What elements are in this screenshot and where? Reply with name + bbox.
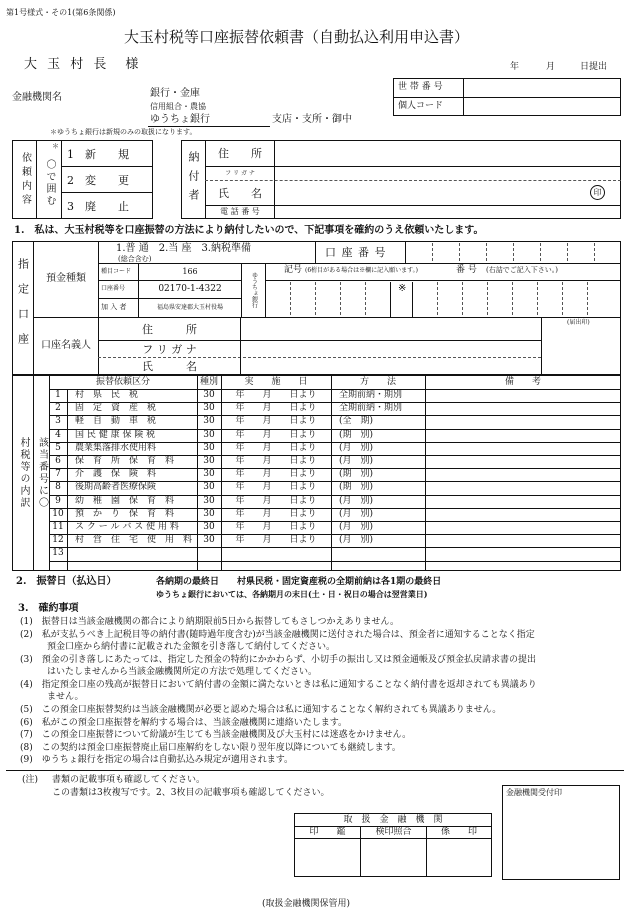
tax-row-date: 年 月 日より (235, 508, 317, 519)
tax-row-no[interactable]: 6 (55, 456, 61, 467)
notes-line1: 書類の記載事項も確認してください。 (52, 775, 206, 785)
tax-remark-field[interactable] (426, 443, 620, 454)
request-cancel[interactable]: 3 廃 止 (67, 200, 129, 213)
personal-code-field[interactable] (465, 98, 619, 115)
holder-name-field[interactable] (242, 358, 539, 374)
date-year-label: 年 (510, 62, 520, 72)
payer-furigana-label: フ リ ガ ナ (225, 169, 255, 177)
bank-check-label: 検印照合 (375, 827, 412, 837)
tax-row-date: 年 月 日より (235, 495, 317, 506)
notes-line2: この書類は3枚複写です。2、3枚目の記載事項も確認してください。 (52, 788, 330, 798)
tax-row-no[interactable]: 8 (55, 482, 61, 493)
tax-side-label: 村税等の内訳 (18, 437, 29, 509)
tax-row-no[interactable]: 9 (55, 495, 61, 506)
tax-row-name: ス ク ー ル バ ス 使 用 料 (75, 522, 179, 533)
receipt-stamp-label: 金融機関受付印 (506, 788, 562, 797)
seal-mark: 印 (590, 185, 605, 200)
household-number-field[interactable] (465, 79, 619, 96)
holder-name-label: 氏 名 (142, 360, 197, 373)
tax-row-no[interactable]: 2 (55, 403, 61, 414)
form-number: 第1号様式・その1(第6条関係) (6, 8, 116, 17)
bank-handling-title: 取 扱 金 融 機 関 (343, 814, 443, 825)
account-number-label: 口 座 番 号 (325, 246, 387, 259)
tax-row-code: 30 (203, 429, 215, 440)
tax-remark-field[interactable] (426, 496, 620, 507)
type-code-label: 種目コード (101, 268, 132, 275)
tax-row-no[interactable]: 13 (52, 548, 64, 559)
tax-row-date: 年 月 日より (235, 429, 317, 440)
tax-remark-field[interactable] (426, 509, 620, 520)
tax-row-method: 全期前納・期別 (339, 390, 403, 401)
kome-mark: ※ (398, 283, 407, 294)
account-no-value: 02170-1-4322 (158, 284, 222, 294)
tax-row-method: (期 別) (339, 482, 374, 493)
tax-row-code: 30 (203, 390, 215, 401)
tax-row-code: 30 (203, 403, 215, 414)
account-no-label: 口座番号 (101, 285, 126, 292)
deposit-note: (総合含む) (118, 255, 152, 263)
holder-furigana-label: フ リ ガ ナ (142, 342, 197, 356)
tax-row-method: (期 別) (339, 429, 374, 440)
personal-code-label: 個人コード (398, 101, 444, 111)
agreement-4b: ません。 (20, 692, 84, 702)
tax-header-cell: 備 考 (504, 376, 541, 387)
type-code-value: 166 (182, 267, 198, 276)
bank-type-2: 信用組合・農協 (150, 102, 206, 111)
holder-furigana-field[interactable] (242, 341, 539, 356)
register-seal-area[interactable] (542, 318, 620, 374)
payer-phone-field[interactable] (276, 206, 619, 218)
section2-text1: 各納期の最終日 村県民税・固定資産税の全期前納は各1期の最終日 (156, 577, 442, 587)
member-label: 加 入 者 (101, 303, 127, 311)
household-number-label: 世 帯 番 号 (398, 82, 443, 92)
tax-row-code (197, 547, 221, 560)
request-change[interactable]: 2 変 更 (67, 174, 129, 187)
yucho-note: ＊ゆうちょ銀行は新規のみの取扱になります。 (50, 128, 197, 136)
tax-row-name: 預 か り 保 育 料 (75, 508, 175, 519)
bank-check-area[interactable] (361, 839, 426, 876)
tax-row-code: 30 (203, 535, 215, 546)
notes-label: (注) (22, 775, 39, 785)
tax-header-cell: 振替依頼区分 (95, 376, 150, 387)
tax-grid (49, 375, 621, 571)
tax-row-date: 年 月 日より (235, 390, 317, 401)
bangou-label: 番 号 (456, 265, 477, 275)
section1-heading: 1. 私は、大玉村税等を口座振替の方法により納付したいので、下記事項を確約のうえ依頼いたします。 (14, 225, 484, 236)
tax-header-cell: 実 施 日 (244, 376, 308, 387)
tax-row-method: (月 別) (339, 495, 374, 506)
yucho-vertical-label: ゆうちょ銀行 (250, 272, 258, 308)
tax-row-date: 年 月 日より (235, 522, 317, 533)
tax-row-method: 全期前納・期別 (339, 403, 403, 414)
tax-row-date: 年 月 日より (235, 456, 317, 467)
tax-row-no[interactable]: 12 (52, 535, 64, 546)
payer-name-label: 氏 名 (218, 186, 262, 200)
payer-phone-label: 電 話 番 号 (220, 207, 260, 216)
agreement-1: (1) 振替日は当該金融機関の都合により納期限前5日から振替してもさしつかえありません。 (20, 617, 400, 627)
tax-row-method: (月 別) (339, 535, 374, 546)
register-seal-label: (届出印) (567, 319, 590, 326)
account-side-label: 指定口座 (16, 258, 30, 358)
tax-row-method: (月 別) (339, 442, 374, 453)
tax-row-name: 幼 稚 園 保 育 料 (75, 495, 175, 506)
tax-row-method: (期 別) (339, 469, 374, 480)
tax-row-no[interactable]: 3 (55, 416, 61, 427)
tax-row-code: 30 (203, 456, 215, 467)
holder-address-label: 住 所 (142, 322, 197, 336)
tax-row-date: 年 月 日より (235, 469, 317, 480)
payer-label: 納付者 (187, 151, 200, 208)
bank-clerk-label: 係 印 (440, 827, 477, 837)
agreement-2b: 預金口座から納付書に記載された金額を引き落して納付してください。 (20, 642, 336, 652)
tax-row-date: 年 月 日より (235, 535, 317, 546)
tax-row-method: (月 別) (339, 508, 374, 519)
agreement-3: (3) 預金の引き落しにあたっては、指定した預金の特約にかかわらず、小切手の振出し又は預金通帳及び預金払戻請求書の提出 (20, 655, 537, 665)
deposit-type-label: 預金種類 (46, 273, 86, 284)
tax-row-code: 30 (203, 469, 215, 480)
branch-types: 支店・支所・御中 (272, 114, 352, 125)
tax-row-name: 村 県 民 税 (75, 390, 139, 401)
bangou-note: (右詰でご記入下さい。) (486, 266, 558, 274)
section3-heading: 3. 確約事項 (18, 603, 79, 614)
account-number-field[interactable] (406, 242, 620, 262)
tax-row-no[interactable]: 10 (52, 508, 64, 519)
tax-row-date: 年 月 日より (235, 403, 317, 414)
tax-row-code: 30 (203, 416, 215, 427)
kigou-label: 記号 (284, 265, 303, 275)
yucho-kigou-field[interactable] (266, 281, 390, 316)
tax-row-name: 保 育 所 保 育 料 (75, 456, 175, 467)
tax-row-name: 農業集落排水使用料 (75, 442, 157, 453)
member-value: 福島県安達郡大玉村役場 (156, 304, 223, 311)
agreement-3b: はいたしませんから当該金融機関所定の方法で処理してください。 (20, 667, 318, 677)
addressee: 大 玉 村 長 様 (24, 57, 142, 72)
payer-address-label: 住 所 (218, 147, 262, 160)
tax-remark-field[interactable] (426, 469, 620, 480)
tax-row-code: 30 (203, 508, 215, 519)
agreement-4: (4) 指定預金口座の残高が振替日において納付書の金額に満たないときは私に通知することなく納付書を返却されても異議あり (20, 680, 537, 690)
holder-label: 口座名義人 (41, 340, 91, 351)
tax-row-name: 村 営 住 宅 使 用 料 (75, 535, 193, 546)
tax-row-code: 30 (203, 522, 215, 533)
tax-row-code: 30 (203, 482, 215, 493)
agreement-8: (8) この契約は預金口座振替廃止届口座解約をしない限り翌年度以降についても継続します。 (20, 743, 401, 753)
tax-row-date (221, 547, 331, 560)
tax-row-method: (月 別) (339, 522, 374, 533)
kigou-note: (6桁目がある場合は※欄に記入願います。) (305, 267, 419, 274)
tax-remark-field[interactable] (426, 535, 620, 546)
agreement-7: (7) この預金口座振替について紛議が生じても当該金融機関及び大玉村には迷惑をかけません。 (20, 730, 412, 740)
tax-row-date: 年 月 日より (235, 482, 317, 493)
tax-row-name: 国 民 健 康 保 険 税 (75, 429, 156, 440)
tax-remark-field[interactable] (426, 390, 620, 401)
footer-keep: (取扱金融機関保管用) (262, 899, 351, 909)
bank-clerk-area[interactable] (427, 839, 491, 876)
tax-row-no[interactable]: 4 (55, 429, 61, 440)
tax-row-method: (全 期) (339, 416, 374, 427)
tax-remark-field[interactable] (426, 522, 620, 533)
tax-remark-field[interactable] (426, 430, 620, 441)
section2-text2: ゆうちょ銀行においては、各納期月の末日(土・日・祝日の場合は翌営業日) (156, 589, 428, 599)
tax-row-date: 年 月 日より (235, 416, 317, 427)
tax-row-code: 30 (203, 442, 215, 453)
tax-row-name: 後期高齢者医療保険 (75, 482, 157, 493)
payer-address-field[interactable] (276, 142, 619, 165)
tax-remark-field[interactable] (426, 548, 620, 559)
deposit-options[interactable]: 1.普 通 2.当 座 3.納税準備 (116, 243, 251, 254)
circle-instruction: 〇で囲む (44, 159, 55, 207)
tax-remark-field[interactable] (426, 403, 620, 414)
payer-name-field[interactable] (276, 181, 596, 204)
tax-row-name: 固 定 資 産 税 (75, 403, 157, 414)
tax-remark-field[interactable] (426, 456, 620, 467)
tax-row-name: 軽 自 動 車 税 (75, 416, 157, 427)
tax-header-cell: 種別 (199, 376, 218, 387)
bank-name-label: 金融機関名 (12, 92, 62, 103)
receipt-stamp-box[interactable] (502, 785, 620, 880)
tax-row-no[interactable]: 11 (52, 522, 64, 533)
section2-heading: 2. 振替日（払込日） (16, 576, 117, 587)
agreement-6: (6) 私がこの預金口座振替を解約する場合は、当該金融機関に連絡いたします。 (20, 718, 348, 728)
date-day-label: 日提出 (580, 62, 608, 72)
agreement-9: (9) ゆうちょ銀行を指定の場合は自動払込み規定が適用されます。 (20, 755, 294, 765)
request-new[interactable]: 1 新 規 (67, 148, 129, 161)
tax-row-name: 介 護 保 険 料 (75, 469, 157, 480)
page-title: 大玉村税等口座振替依頼書（自動払込利用申込書） (124, 28, 470, 46)
tax-row-method (331, 547, 425, 560)
tax-row-date: 年 月 日より (235, 442, 317, 453)
bank-type-1: 銀行・金庫 (150, 88, 200, 99)
asterisk-mark: ＊ (52, 142, 59, 150)
tax-remark-field[interactable] (426, 482, 620, 493)
tax-header-cell: 方 法 (359, 376, 396, 387)
bank-seal-area[interactable] (295, 839, 360, 876)
tax-row-method: (月 別) (339, 456, 374, 467)
yucho-bangou-field[interactable] (413, 281, 620, 316)
tax-row-no[interactable]: 7 (55, 469, 61, 480)
bank-type-3: ゆうちょ銀行 (150, 114, 210, 125)
date-month-label: 月 (546, 62, 556, 72)
tax-remark-field[interactable] (426, 416, 620, 427)
agreement-5: (5) この預金口座振替契約は当該金融機関が必要と認めた場合は私に通知することなく解約されても異議ありません。 (20, 705, 502, 715)
tax-sub-label: 該当番号に〇 (36, 437, 48, 509)
tax-row-no[interactable]: 1 (55, 390, 61, 401)
tax-row-name (67, 547, 197, 560)
agreement-2: (2) 私が支払うべき上記税目等の納付書(随時過年度含む)が当該金融機関に送付された場合は、預金者に通知することなく指定 (20, 630, 535, 640)
bank-seal-label: 印 鑑 (309, 827, 346, 837)
request-label: 依頼内容 (19, 151, 31, 208)
tax-row-no[interactable]: 5 (55, 442, 61, 453)
holder-address-field[interactable] (242, 319, 539, 339)
tax-row-code: 30 (203, 495, 215, 506)
